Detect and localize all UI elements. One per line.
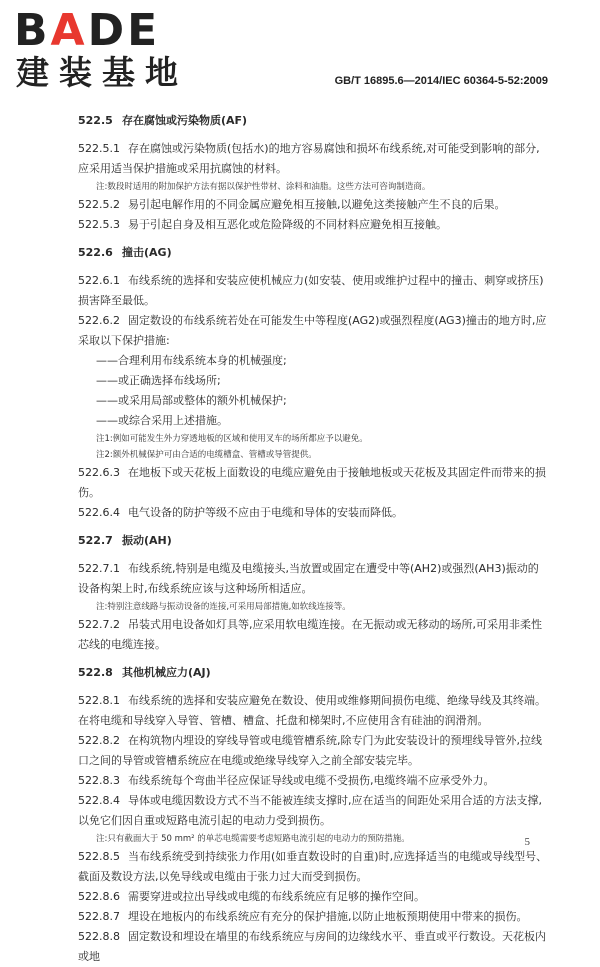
clause-number: 522.8.7 <box>78 910 120 923</box>
clause-paragraph <box>78 195 548 215</box>
clause-number: 522.6.2 <box>78 314 120 327</box>
clause-paragraph <box>78 215 548 235</box>
note: 注1:例如可能发生外力穿透地板的区域和使用叉车的场所都应予以避免。 <box>96 434 368 444</box>
section-title: 撞击(AG) <box>122 246 172 259</box>
clause-text: 布线系统,特别是电缆及电缆接头,当放置或固定在遭受中等(AH2)或强烈(AH3)振动的设备构架上时,布线系统应该与这种场所相适应。 <box>78 562 539 595</box>
section-number: 522.8 <box>78 666 113 679</box>
section-title: 其他机械应力(AJ) <box>122 666 211 679</box>
list-item: ——合理利用布线系统本身的机械强度; <box>96 354 287 367</box>
clause-number: 522.8.1 <box>78 694 120 707</box>
clause-text: 在地板下或天花板上面数设的电缆应避免由于接触地板或天花板及其固定件而带来的损伤。 <box>78 466 546 499</box>
page-number: 5 <box>524 836 530 848</box>
note: 注2:额外机械保护可由合适的电缆槽盒、管槽或导管提供。 <box>96 450 317 460</box>
clause-number: 522.5.2 <box>78 198 120 211</box>
section-title: 振动(AH) <box>122 534 172 547</box>
clause-paragraph <box>78 927 548 967</box>
clause-paragraph <box>78 771 548 791</box>
clause-paragraph <box>78 311 548 351</box>
section-heading <box>78 111 548 131</box>
logo <box>14 5 214 92</box>
clause-number: 522.8.6 <box>78 890 120 903</box>
clause-text: 布线系统每个弯曲半径应保证导线或电缆不受损伤,电缆终端不应承受外力。 <box>128 774 495 787</box>
clause-paragraph <box>78 887 548 907</box>
clause-number: 522.6.3 <box>78 466 120 479</box>
clause-text: 吊装式用电设备如灯具等,应采用软电缆连接。在无振动或无移动的场所,可采用非柔性芯线的电缆连接。 <box>78 618 542 651</box>
clause-paragraph <box>78 139 548 179</box>
list-item: ——或综合采用上述措施。 <box>96 414 228 427</box>
clause-number: 522.5.1 <box>78 142 120 155</box>
clause-number: 522.7.1 <box>78 562 120 575</box>
clause-number: 522.8.5 <box>78 850 120 863</box>
clause-paragraph <box>78 463 548 503</box>
list-item: ——或正确选择布线场所; <box>96 374 221 387</box>
clause-paragraph <box>78 691 548 731</box>
clause-text: 当布线系统受到持续张力作用(如垂直数设时的自重)时,应选择适当的电缆或导线型号、截面及数设方法,以免导线或电缆由于张力过大而受到损伤。 <box>78 850 548 883</box>
section-number: 522.5 <box>78 114 113 127</box>
clause-paragraph <box>78 559 548 599</box>
clause-text: 布线系统的选择和安装应避免在数设、使用或维修期间损伤电缆、绝缘导线及其终端。在将电缆和导线穿入导管、管槽、槽盒、托盘和梯架时,不应使用含有硅油的润滑剂。 <box>78 694 546 727</box>
clause-text: 布线系统的选择和安装应使机械应力(如安装、使用或维护过程中的撞击、刺穿或挤压)损害降至最低。 <box>78 274 544 307</box>
clause-text: 易于引起自身及相互恶化或危险降级的不同材料应避免相互接触。 <box>128 218 447 231</box>
section-number: 522.7 <box>78 534 113 547</box>
standard-code: GB/T 16895.6—2014/IEC 60364-5-52:2009 <box>334 75 548 87</box>
section-title: 存在腐蚀或污染物质(AF) <box>122 114 248 127</box>
clause-number: 522.8.4 <box>78 794 120 807</box>
logo-wordmark: BADE <box>14 5 161 56</box>
clause-number: 522.8.3 <box>78 774 120 787</box>
section-number: 522.6 <box>78 246 113 259</box>
clause-paragraph <box>78 731 548 771</box>
logo-subtitle: 建装基地 <box>16 53 188 92</box>
clause-paragraph <box>78 615 548 655</box>
section-heading <box>78 663 548 683</box>
clause-text: 易引起电解作用的不同金属应避免相互接触,以避免这类接触产生不良的后果。 <box>128 198 506 211</box>
list-item: ——或采用局部或整体的额外机械保护; <box>96 394 287 407</box>
clause-paragraph <box>78 791 548 831</box>
note: 注:特别注意线路与振动设备的连接,可采用局部措施,如软线连接等。 <box>96 602 351 612</box>
clause-text: 存在腐蚀或污染物质(包括水)的地方容易腐蚀和损坏布线系统,对可能受到影响的部分,应采用适当保护措施或采用抗腐蚀的材料。 <box>78 142 540 175</box>
clause-number: 522.5.3 <box>78 218 120 231</box>
clause-text: 固定数设和埋设在墙里的布线系统应与房间的边缘线水平、垂直或平行数设。天花板内或地 <box>78 930 546 963</box>
section-heading <box>78 243 548 263</box>
clause-paragraph <box>78 503 548 523</box>
clause-text: 电气设备的防护等级不应由于电缆和导体的安装而降低。 <box>128 506 403 519</box>
clause-paragraph <box>78 271 548 311</box>
clause-text: 固定数设的布线系统若处在可能发生中等程度(AG2)或强烈程度(AG3)撞击的地方时,应采取以下保护措施: <box>78 314 547 347</box>
section-heading <box>78 531 548 551</box>
clause-number: 522.8.2 <box>78 734 120 747</box>
document-body <box>78 111 548 967</box>
clause-text: 在构筑物内埋设的穿线导管或电缆管槽系统,除专门为此安装设计的预埋线导管外,拉线口之间的导管或管槽系统应在电缆或绝缘导线穿入之前全部安装完毕。 <box>78 734 542 767</box>
clause-number: 522.8.8 <box>78 930 120 943</box>
clause-number: 522.7.2 <box>78 618 120 631</box>
clause-text: 需要穿进或拉出导线或电缆的布线系统应有足够的操作空间。 <box>128 890 425 903</box>
note: 注:数段时适用的附加保护方法有据以保护性带材、涂料和油脂。这些方法可咨询制造商。 <box>96 182 431 192</box>
clause-number: 522.6.4 <box>78 506 120 519</box>
clause-paragraph <box>78 907 548 927</box>
note: 注:只有截面大于 50 mm² 的单芯电缆需要考虑短路电流引起的电动力的预防措施。 <box>96 834 410 844</box>
clause-paragraph <box>78 847 548 887</box>
clause-number: 522.6.1 <box>78 274 120 287</box>
clause-text: 导体或电缆因数设方式不当不能被连续支撑时,应在适当的间距处采用合适的方法支撑,以免它们因自重或短路电流引起的电动力受到损伤。 <box>78 794 542 827</box>
clause-text: 埋设在地板内的布线系统应有充分的保护措施,以防止地板预期使用中带来的损伤。 <box>128 910 528 923</box>
